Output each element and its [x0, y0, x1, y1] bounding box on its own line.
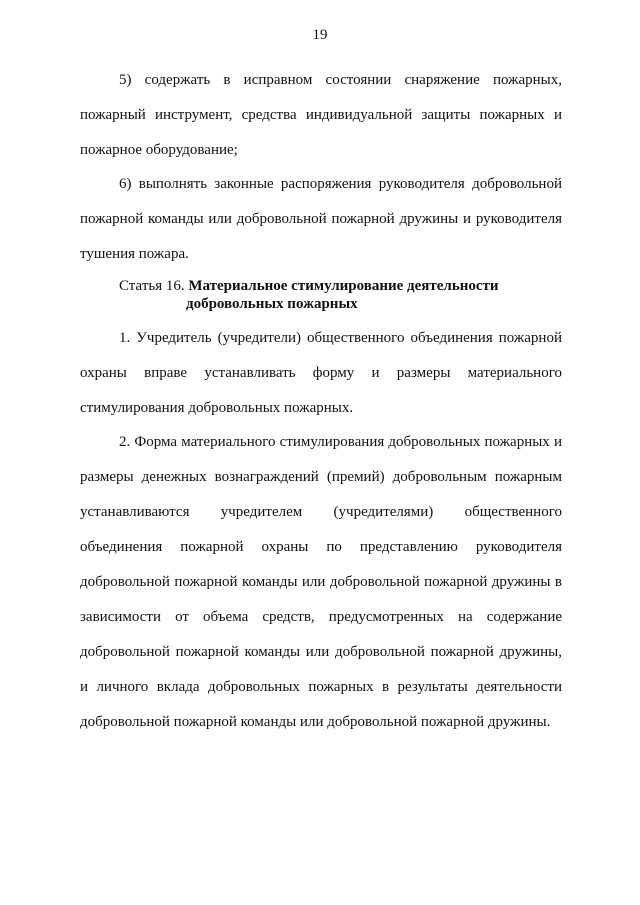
text-line: 5) содержать в исправном состоянии снаряжение пожарных,: [119, 72, 562, 88]
article-title-continued: добровольных пожарных: [186, 296, 358, 312]
text-line: добровольной пожарной команды или добровольной пожарной дружины.: [80, 714, 551, 730]
article-heading: [119, 277, 539, 313]
text-line: пожарное оборудование;: [80, 142, 238, 158]
text-line: 6) выполнять законные распоряжения руководителя добровольной: [119, 176, 562, 192]
text-line: зависимости от объема средств, предусмотренных на содержание: [80, 609, 562, 625]
article-number: Статья 16.: [119, 278, 185, 294]
text-line: 1. Учредитель (учредители) общественного объединения пожарной: [119, 330, 562, 346]
text-line: пожарный инструмент, средства индивидуальной защиты пожарных и: [80, 107, 562, 123]
text-line: стимулирования добровольных пожарных.: [80, 400, 354, 416]
text-line: устанавливаются учредителем (учредителями) общественного: [80, 504, 562, 520]
text-line: добровольной пожарной команды или добровольной пожарной дружины,: [80, 644, 562, 660]
text-line: 2. Форма материального стимулирования добровольных пожарных и: [119, 434, 562, 450]
text-line: объединения пожарной охраны по представлению руководителя: [80, 539, 562, 555]
text-line: охраны вправе устанавливать форму и размеры материального: [80, 365, 562, 381]
text-line: пожарной команды или добровольной пожарной дружины и руководителя: [80, 211, 562, 227]
article-title: Материальное стимулирование деятельности: [188, 278, 499, 294]
page-number: 19: [312, 27, 328, 43]
text-line: размеры денежных вознаграждений (премий) добровольным пожарным: [80, 469, 562, 485]
text-line: тушения пожара.: [80, 246, 189, 262]
text-line: добровольной пожарной команды или добровольной пожарной дружины в: [80, 574, 562, 590]
text-line: и личного вклада добровольных пожарных в результаты деятельности: [80, 679, 562, 695]
